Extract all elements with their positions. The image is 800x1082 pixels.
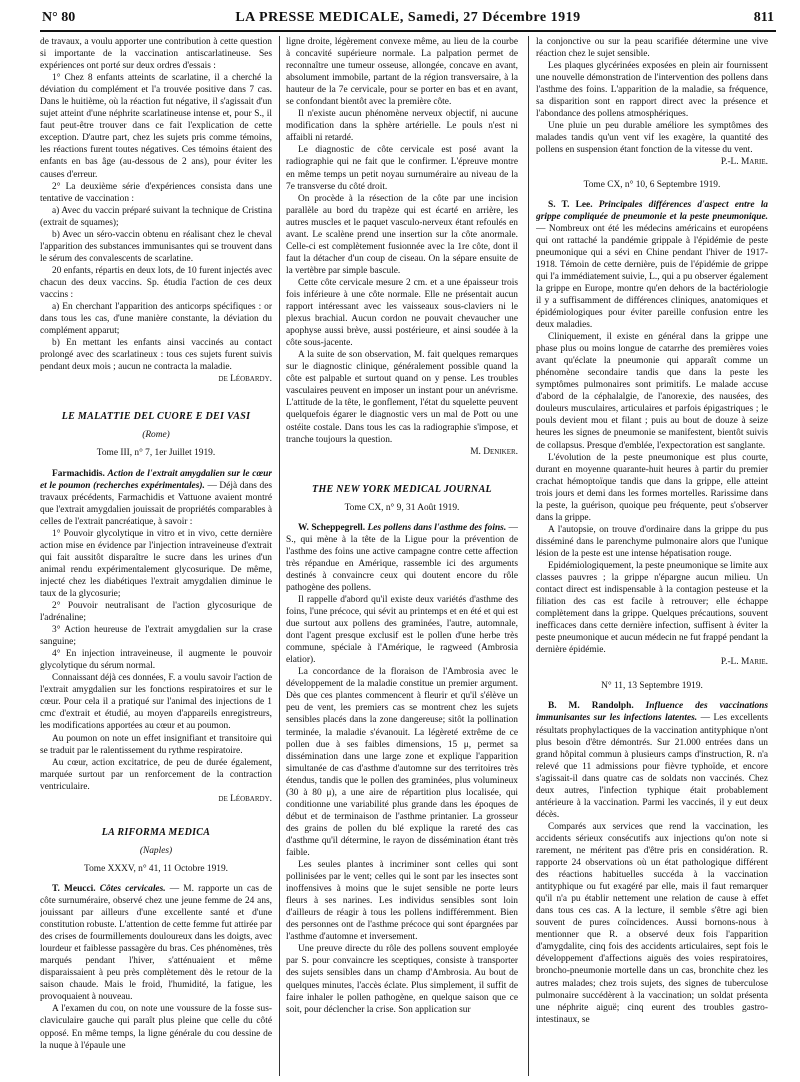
article-text: — Nombreux ont été les médecins américains et européens qui ont rattaché la pandémie grippale à l'épidémie de peste pneumonique qui a sévi en Chine pendant l'hiver de 1917-1918. Témoin de cette dernière, puis de l'épidémie de grippe qui l'a immédiatement suivie, L., qui a pu observer également la grippe en Europe, montre qu'en dehors de la bactériologie il y a suffisamment de différences cliniques, anatomiques et épidémiologiques pour éviter pareille confusion entre les deux maladies.: [536, 223, 768, 331]
column-1: [40, 36, 272, 1076]
article-abstract: [40, 883, 272, 1003]
paragraph: L'évolution de la peste pneumonique est plus courte, durant en moyenne quarante-huit heures à partir du premier crachat hémoptoïque tandis que dans la grippe, elle atteint trois jours et demi dans les formes mortelles. Rarissime dans la peste, la guérison, quoique peu fréquente, peut s'observer dans la grippe.: [536, 452, 768, 523]
paragraph: de travaux, a voulu apporter une contribution à cette question si importante de la vaccination antiscarlatineuse. Ses expériences ont porté sur deux ordres d'essais :: [40, 37, 272, 72]
paragraph: Au cœur, action excitatrice, de peu de durée également, marquée surtout par un renforcement de la contraction ventriculaire.: [40, 757, 272, 792]
paragraph: Les plaques glycérinées exposées en plein air fournissent une nouvelle démonstration de l'intervention des pollens dans l'asthme des foins. L'apparition de la maladie, sa fréquence, sa disparition sont en rapport direct avec la présence et l'abondance des pollens atmosphériques.: [536, 61, 768, 120]
article-text: — Les excellents résultats prophylactiques de la vaccination antityphique n'ont plus besoin d'être démontrés. Sur 21.000 entrées dans un grand hôpital commun à plusieurs camps d'instruction, R. n'a relevé que 11 admissions pour fièvre typhoïde, et encore s'agissait-il dans quatre cas de soldats non vaccinés. Chez deux autres, l'infection typhique était probablement antérieure à la vaccination. Parmi les vaccinés, il y eut deux décès.: [536, 713, 768, 820]
paragraph: Une preuve directe du rôle des pollens souvent employée par S. pour convaincre les sceptiques, consiste à transporter des sujets sensibles dans un champ d'Ambrosia. Au bout de quelques minutes, l'accès éclate. Plus simplement, il suffit de faire inhaler le pollen pathogène, en quelque saison que ce soit, pour déclencher la crise. Son application sur: [286, 944, 518, 1015]
author-signature: P.-L. Marie.: [720, 157, 768, 168]
paragraph: Epidémiologiquement, la peste pneumonique se limite aux classes pauvres ; la grippe n'épargne aucun milieu. Un contact direct est indispensable à la contagion pesteuse et la filiation des cas est facile à retrouver; elle échappe complètement dans la grippe. Quelques précautions, souvent inefficaces dans cette dernière infection, suffisent à éviter la peste pneumonique et aucun médecin ne fut frappé pendant la dernière épidémie.: [536, 560, 768, 656]
paragraph: A l'autopsie, on trouve d'ordinaire dans la grippe du pus disséminé dans le parenchyme pulmonaire alors que l'unique lésion de la peste est une intense hépatisation rouge.: [536, 524, 768, 559]
issue-reference: Tome CX, n° 10, 6 Septembre 1919.: [583, 179, 721, 190]
paragraph: Connaissant déjà ces données, F. a voulu savoir l'action de l'extrait amygdalien sur les fonctions respiratoires et sur le cœur. Pour cela il a pratiqué sur l'animal des injections de 1 cmc d'extrait et étudié, au moyen d'appareils enregistreurs, les modifications apportées au cœur et au poumon.: [40, 673, 272, 732]
paragraph: Il rappelle d'abord qu'il existe deux variétés d'asthme des foins, l'une précoce, qui sévit au printemps et en été et qui est due surtout aux pollens des graminées, l'autre, automnale, dont l'agent presque exclusif est le pollen d'une herbe très commune, spéciale à l'Amérique, le ragweed (Ambrosia elatior).: [286, 595, 518, 666]
paragraph: 1° Chez 8 enfants atteints de scarlatine, il a cherché la déviation du complément et l'a trouvée positive dans 7 cas. Dans le huitième, où la réaction fut négative, il s'agissait d'un sujet atteint d'une néphrite scarlatineuse intense et, pour S., il faut peut-être trouver dans ce fait l'explication de cette exception. D'autre part, chez les sujets pris comme témoins, les réactions furent toutes négatives. Ces témoins étaient des enfants en bas âge (au-dessous de 2 ans), pour éviter les causes d'erreur.: [40, 73, 272, 180]
paragraph: On procède à la résection de la côte par une incision parallèle au bord du trapèze qui est écarté en arrière, les autres muscles et le paquet vasculo-nerveux étant refoulés en avant. Le scalène prend une insertion sur la côte anormale. Celle-ci est complètement fusionnée avec la 1re côte, dont il faut la détacher d'un coup de ciseau. On la sépare ensuite de la vertèbre par simple bascule.: [286, 193, 518, 276]
article-text: — Déjà dans des travaux précédents, Farmachidis et Vattuone avaient montré que l'extrait amygdalien jouissait de propriétés comparables à celles de l'extrait pancréatique, à savoir :: [40, 480, 272, 527]
paragraph: 20 enfants, répartis en deux lots, de 10 furent injectés avec chacun des deux vaccins. Sp. étudia l'action de ces deux vaccins :: [40, 265, 272, 300]
author-signature: de Léobardy.: [218, 374, 272, 385]
text-columns: [40, 36, 776, 1076]
paragraph: A la suite de son observation, M. fait quelques remarques sur le diagnostic clinique, généralement possible quand la côte est palpable et surtout quand on y pense. Les troubles vasculaires peuvent en imposer un instant pour un anévrisme. L'attitude de la tête, le gonflement, l'état du squelette peuvent quelquefois égarer le diagnostic vers un mal de Pott ou une ostéite costale. Dans tous les cas la radiographie s'impose, et tranche toujours la question.: [286, 350, 518, 445]
paragraph: b) Avec un séro-vaccin obtenu en réalisant chez le cheval l'apparition des substances immunisantes qui se trouvent dans le sérum des convalescents de scarlatine.: [40, 229, 272, 264]
paragraph: Au poumon on note un effet insignifiant et transitoire qui se traduit par le ralentissement du rythme respiratoire.: [40, 733, 272, 756]
paragraph: b) En mettant les enfants ainsi vaccinés au contact prolongé avec des scarlatineux : tous ces sujets furent suivis pendant deux mois ; aucun ne contracta la maladie.: [40, 338, 272, 373]
issue-reference: Tome CX, n° 9, 31 Août 1919.: [344, 502, 460, 513]
article-title: Principales différences d'aspect entre la grippe compliquée de pneumonie et la peste pneumonique.: [536, 199, 768, 222]
paragraph: Une pluie un peu durable améliore les symptômes des malades tandis qu'un vent vif les exagère, la quantité des pollens en suspension étant fonction de la vitesse du vent.: [536, 121, 768, 156]
article-abstract: [40, 468, 272, 528]
article-title: Action de l'extrait amygdalien sur le cœur et le poumon (recherches expérimentales).: [40, 468, 272, 491]
paragraph: la conjonctive ou sur la peau scarifiée détermine une vive réaction chez le sujet sensible.: [536, 37, 768, 60]
paragraph: La concordance de la floraison de l'Ambrosia avec le développement de la maladie constitue un premier argument. Dès que ces plantes commencent à fleurir et qu'il s'élève un peu de vent, les premiers cas se montrent chez les sujets sensibles placés dans la zone dangereuse; sitôt la pollination terminée, la maladie s'évanouit. La légèreté extrême de ce pollen due à ses faibles dimensions, 15 μ, permet sa dissémination dans une large zone et explique l'apparition simultanée de cas d'asthme d'automne sur des territoires très étendus, tandis que le pollen des graminées, plus volumineux (30 à 80 μ), a une aire de répartition plus localisée, qui conditionne une variabilité plus grande dans les époques de début et de terminaison de l'asthme printanier. La grosseur des grains de pollen du blé explique la rareté des cas d'asthme qu'il détermine, le rayon de dissémination étant très faible.: [286, 667, 518, 858]
issue-reference: Tome III, n° 7, 1er Juillet 1919.: [96, 448, 216, 459]
page-header: [42, 6, 774, 32]
journal-place: (Naples): [139, 845, 173, 856]
article-text: — M. rapporte un cas de côte surnuméraire, observé chez une jeune femme de 24 ans, jouissant par ailleurs d'une excellente santé et d'une constitution robuste. L'attention de cette femme fut attirée par des crises de fourmillements douloureux dans les doigts, avec lourdeur et faiblesse passagère du bras. Ces phénomènes, très marqués pendant l'hiver, s'atténuaient et même disparaissaient à peu près complètement dès le retour de la saison chaude. Mais le froid, l'humidité, la fatigue, les provoquaient à nouveau.: [40, 883, 272, 1003]
journal-heading: LE MALATTIE DEL CUORE E DEI VASI: [61, 411, 251, 423]
author-signature: de Léobardy.: [218, 793, 272, 804]
author-signature: M. Deniker.: [470, 446, 518, 457]
issue-number: N° 80: [42, 10, 76, 25]
journal-place: (Rome): [142, 430, 170, 441]
article-abstract: [536, 700, 768, 820]
column-3: [536, 36, 768, 1076]
article-title: Côtes cervicales.: [99, 883, 166, 894]
paragraph: Les seules plantes à incriminer sont celles qui sont pollinisées par le vent; celles qui le sont par les insectes sont inoffensives à moins que le sujet sensible ne porte leurs fleurs à ses narines. Les individus sensibles sont loin d'ailleurs de réagir à tous les pollens indifféremment. Bien des personnes ont de l'asthme précoce qui sont épargnées par l'asthme d'automne et inversement.: [286, 860, 518, 943]
article-title: Les pollens dans l'asthme des foins.: [367, 522, 507, 533]
paragraph: Comparés aux services que rend la vaccination, les accidents sérieux consécutifs aux injections qu'on note si rarement, ne méritent pas d'être pris en considération. R. rapporte 24 observations où un état pathologique différent des réactions habituelles succéda à la vaccination antityphique ou fut exagéré par elle, mais il faut remarquer qu'il n'a pu établir nettement une relation de cause à effet dans tous ces cas. A la lecture, il semble s'être agi bien souvent de pures coïncidences. Aussi bornons-nous à mentionner que R. a observé deux fois l'apparition d'amygdalite, cinq fois des accidents articulaires, sept fois le développement d'affections aiguës des voies respiratoires, broncho-pneumonie mortelle dans un cas, bronchite chez les autres malades; chez trois sujets, des signes de tuberculose pulmonaire succédèrent à la vaccination; un soldat présenta une néphrite aiguë; cinq eurent des troubles gastro-intestinaux, se: [536, 821, 768, 1025]
article-author: S. T. Lee.: [548, 199, 593, 210]
page-number: 811: [753, 10, 774, 25]
paragraph: 4° En injection intraveineuse, il augmente le pouvoir glycolytique du sérum normal.: [40, 649, 272, 672]
paragraph: a) En cherchant l'apparition des anticorps spécifiques : or dans tous les cas, d'une manière constante, la déviation du complément apparut;: [40, 302, 272, 337]
article-author: Farmachidis.: [52, 468, 105, 479]
header-rule: [40, 30, 776, 32]
journal-heading: THE NEW YORK MEDICAL JOURNAL: [312, 483, 492, 495]
author-signature: P.-L. Marie.: [720, 657, 768, 668]
paragraph: Il n'existe aucun phénomène nerveux objectif, ni aucune modification dans la sphère artérielle. Le pouls n'est ni affaibli ni retardé.: [286, 109, 518, 144]
paragraph: Cliniquement, il existe en général dans la grippe une phase plus ou moins longue de catarrhe des premières voies avant qu'éclate la pneumonie qui apparaît comme un phénomène secondaire tandis que dans la peste les symptômes pulmonaires sont primitifs. Le malade accuse d'abord de la céphalalgie, de l'anorexie, des nausées, des douleurs musculaires, articulaires et parfois épigastriques ; le pouls devient mou et filant ; puis au bout de douze à seize heures les signes de pneumonie se manifestent, bientôt suivis de collapsus. Presque d'emblée, l'expectoration est sanglante.: [536, 332, 768, 451]
paragraph: 1° Pouvoir glycolytique in vitro et in vivo, cette dernière action mise en évidence par l'injection intraveineuse d'extrait qui fait aussitôt disparaître le sucre dans les urines d'un animal rendu expérimentalement glycosurique. De même, injecté chez les diabétiques l'extrait amygdalien diminue le taux de la glycosurie;: [40, 528, 272, 599]
article-text: — S., qui mène à la tête de la Ligue pour la prévention de l'asthme des foins une active campagne contre cette affection très répandue en Amérique, rassemble ici des arguments destinés à convaincre ceux qui doutent encore du rôle pathogène des pollens.: [286, 522, 518, 593]
journal-heading: LA RIFORMA MEDICA: [101, 826, 211, 838]
paragraph: 3° Action heureuse de l'extrait amygdalien sur la crase sanguine;: [40, 625, 272, 648]
paragraph: Le diagnostic de côte cervicale est posé avant la radiographie qui ne fait que le confirmer. L'épreuve montre en même temps un petit noyau surnuméraire au niveau de la 7e transverse du côté droit.: [286, 145, 518, 192]
issue-reference: Tome XXXV, n° 41, 11 Octobre 1919.: [84, 863, 228, 874]
column-2: [286, 36, 518, 1076]
paragraph: Cette côte cervicale mesure 2 cm. et a une épaisseur trois fois inférieure à une côte normale. Elle ne présentait aucun rapport intéressant avec les vaisseaux sous-claviers ni le plexus brachial. Aucun cordon ne pouvait chevaucher une apophyse aussi brève, aussi postérieure, et ainsi soudée à la côte sous-jacente.: [286, 277, 518, 349]
journal-running-title: LA PRESSE MEDICALE, Samedi, 27 Décembre 1919: [235, 10, 581, 25]
paragraph: 2° La deuxième série d'expériences consista dans une tentative de vaccination :: [40, 181, 272, 204]
article-author: B. M. Randolph.: [548, 701, 634, 712]
paragraph: a) Avec du vaccin préparé suivant la technique de Cristina (extrait de squames);: [40, 205, 272, 228]
paragraph: 2° Pouvoir neutralisant de l'action glycosurique de l'adrénaline;: [40, 601, 272, 624]
article-abstract: [536, 199, 768, 332]
paragraph: A l'examen du cou, on note une voussure de la fosse sus-claviculaire gauche qui paraît plus pleine que celle du côté opposé. En même temps, la ligne générale du cou dessine de la nuque à l'épaule une: [40, 1004, 272, 1051]
article-author: W. Scheppegrell.: [298, 522, 366, 533]
article-author: T. Meucci.: [52, 883, 96, 894]
article-abstract: [286, 522, 518, 594]
article-title: Influence des vaccinations immunisantes sur les infections latentes.: [536, 701, 768, 724]
paragraph: ligne droite, légèrement convexe même, au lieu de la courbe à concavité supérieure normale. La palpation permet de reconnaître une tumeur osseuse, allongée, concave en avant, absolument immobile, partant de la région transversaire, à la hauteur de la 7e cervicale, pour se porter en bas et en avant, se confondant bientôt avec la première côte.: [286, 37, 518, 108]
issue-reference: N° 11, 13 Septembre 1919.: [601, 681, 703, 692]
